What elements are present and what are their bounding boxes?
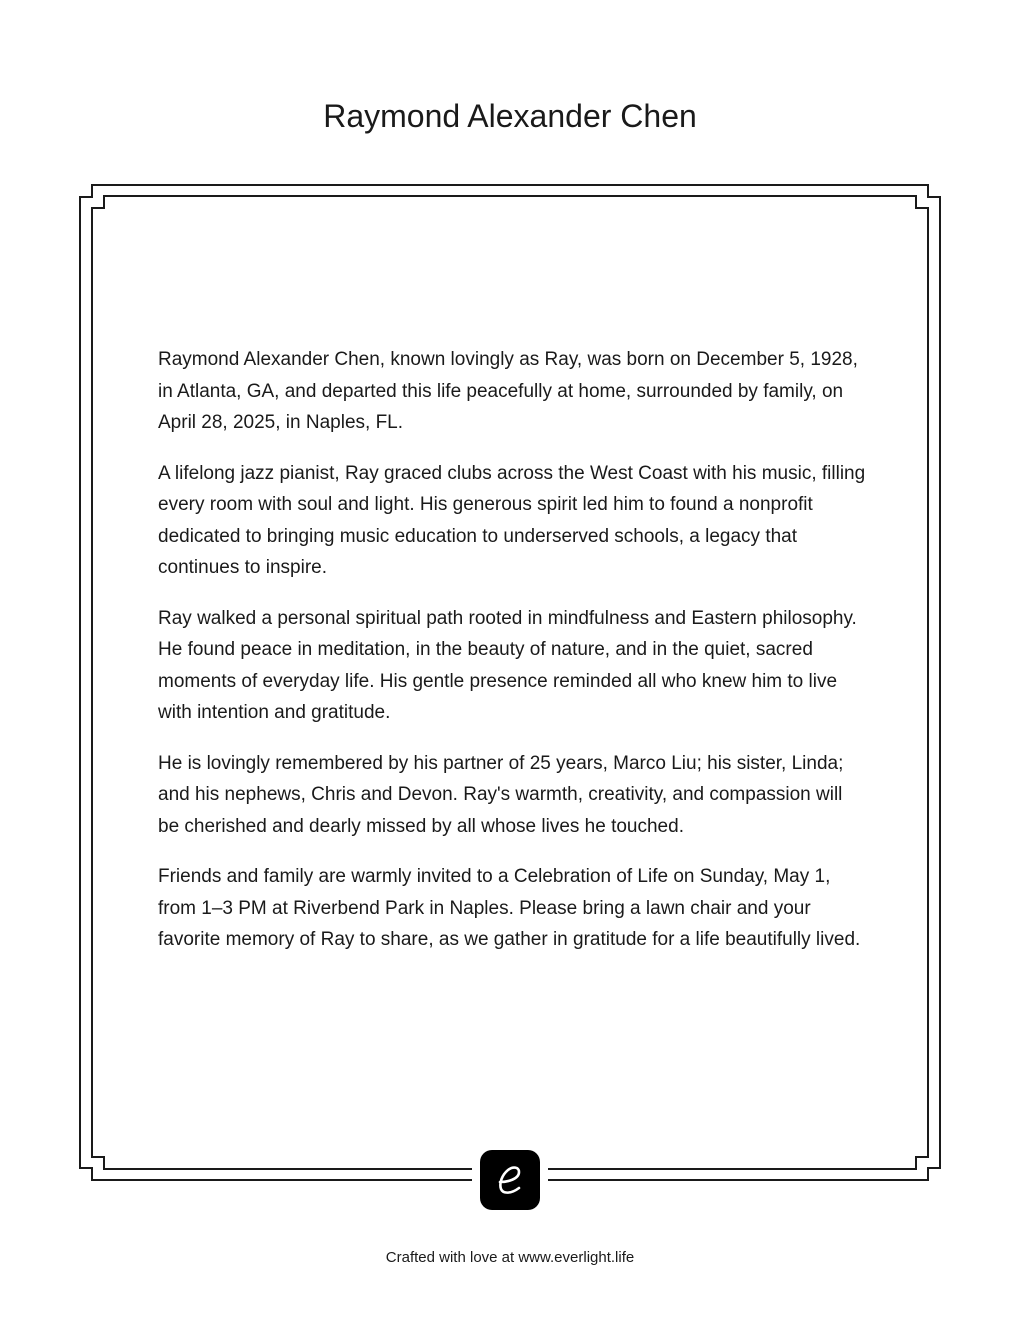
footer-credit: Crafted with love at www.everlight.life [385, 1249, 635, 1266]
everlight-e-logo-icon [480, 1150, 540, 1210]
obituary-paragraph: Friends and family are warmly invited to a Celebration of Life on Sunday, May 1, from 1–3 PM at Riverbend Park in Naples. Please bring a lawn chair and your favorite memory of Ray to share, as we gather in gratitude for a life beautifully lived. [158, 866, 861, 950]
obituary-paragraph: Ray walked a personal spiritual path rooted in mindfulness and Eastern philosophy. He found peace in meditation, in the beauty of nature, and in the quiet, sacred moments of everyday life. His gentle presence reminded all who knew him to live with intention and gratitude. [158, 607, 857, 723]
obituary-paragraph: He is lovingly remembered by his partner of 25 years, Marco Liu; his sister, Linda; and his nephews, Chris and Devon. Ray's warmth, creativity, and compassion will be cherished and dearly missed by all whose lives he touched. [158, 752, 844, 837]
obituary-paragraph: A lifelong jazz pianist, Ray graced clubs across the West Coast with his music, filling every room with soul and light. His generous spirit led him to found a nonprofit dedicated to bringing music education to underserved schools, a legacy that continues to inspire. [158, 462, 866, 578]
obituary-paragraph: Raymond Alexander Chen, known lovingly as Ray, was born on December 5, 1928, in Atlanta, GA, and departed this life peacefully at home, surrounded by family, on April 28, 2025, in Naples, FL. [158, 349, 858, 433]
obituary-body [158, 344, 868, 975]
script-e-glyph-icon [490, 1160, 530, 1200]
page-title: Raymond Alexander Chen [323, 98, 697, 134]
